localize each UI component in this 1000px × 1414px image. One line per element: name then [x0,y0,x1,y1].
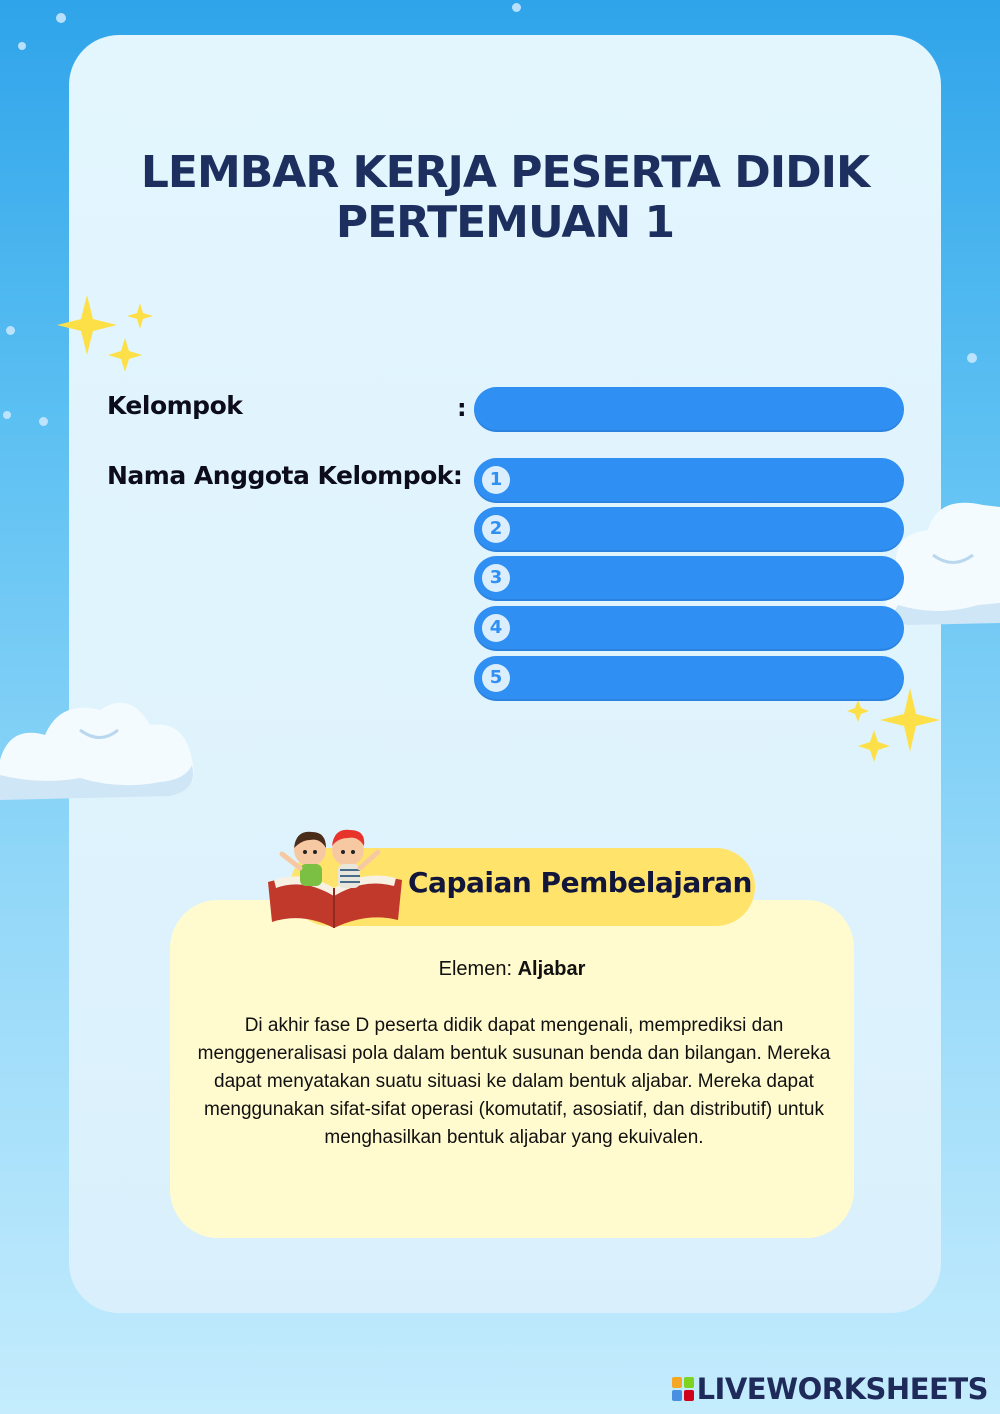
element-value: Aljabar [517,958,586,980]
element-label: Elemen: [438,958,518,980]
number-badge-icon: 4 [482,614,510,642]
kids-reading-book-icon [262,820,412,932]
members-label: Nama Anggota Kelompok: [107,461,463,490]
group-label: Kelompok [107,391,243,420]
page-title [69,148,941,248]
member-name-input-5[interactable] [474,656,904,701]
liveworksheets-logo-text: LIVEWORKSHEETS [696,1372,988,1406]
title-line-2: PERTEMUAN 1 [335,197,675,248]
sky-dot [3,411,11,419]
liveworksheets-logo [671,1372,988,1406]
sky-dot [967,353,977,363]
member-name-input-4[interactable] [474,606,904,651]
capaian-heading: Capaian Pembelajaran [408,866,752,899]
number-badge-icon: 1 [482,466,510,494]
capaian-description: Di akhir fase D peserta didik dapat mengenali, memprediksi dan menggeneralisasi pola dalam bentuk susunan benda dan bilangan. Mereka dapat menyatakan suatu situasi ke dalam bentuk aljabar. Mereka dapat menggunakan sifat-sifat operasi (komutatif, asosiatif, dan distributif) untuk menghasilkan bentuk aljabar yang ekuivalen. [197,1015,831,1148]
group-name-input[interactable] [474,387,904,432]
liveworksheets-logo-icon [671,1376,695,1402]
title-line-1: LEMBAR KERJA PESERTA DIDIK [140,147,870,198]
sky-dot [56,13,66,23]
member-name-input-3[interactable] [474,556,904,601]
number-badge-icon: 3 [482,564,510,592]
sky-dot [18,42,26,50]
sky-dot [39,417,48,426]
sky-dot [512,3,521,12]
member-name-input-1[interactable] [474,458,904,503]
element-line [170,958,854,981]
number-badge-icon: 2 [482,515,510,543]
number-badge-icon: 5 [482,664,510,692]
sky-dot [6,326,15,335]
group-colon: : [457,394,467,422]
sparkle-left-icon [55,293,160,378]
member-name-input-2[interactable] [474,507,904,552]
cloud-left-icon [0,690,200,805]
